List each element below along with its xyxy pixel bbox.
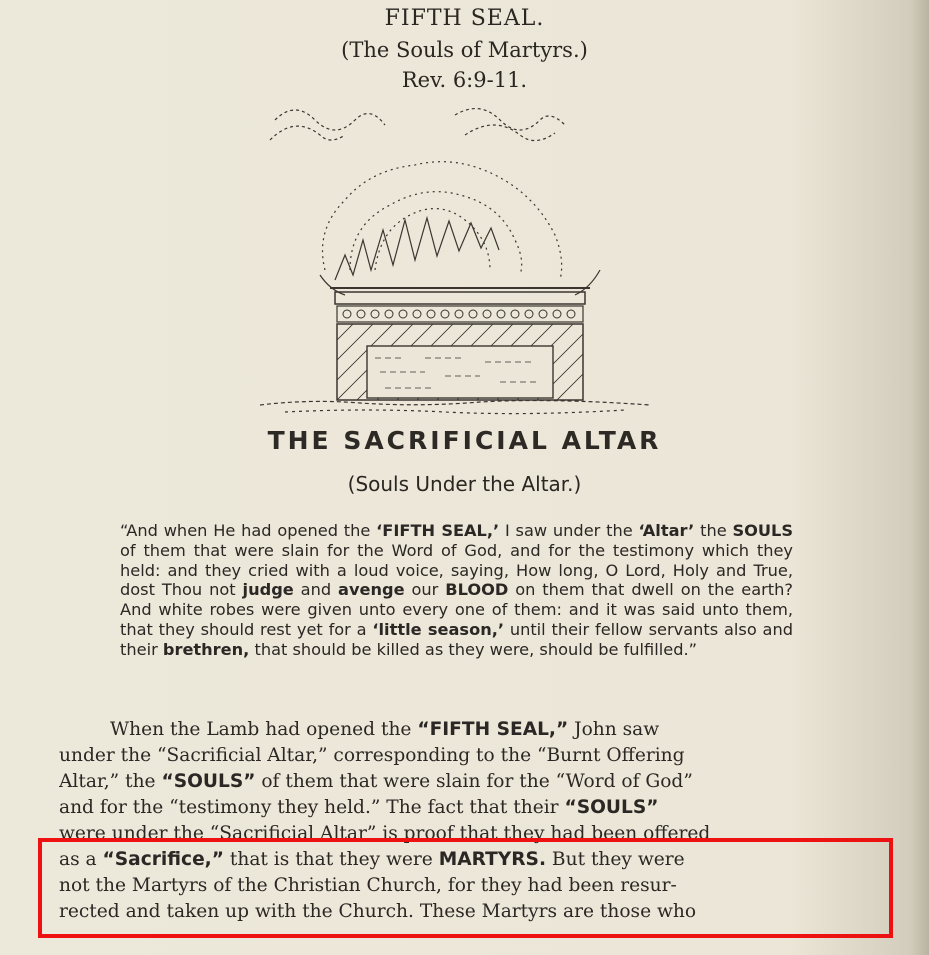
quote-bold: ‘Altar’ (638, 521, 695, 540)
quote-text: of them that were slain for the Word of God, and for the testimony which they held: and they cried with a loud voice, saying, How long, O Lord, Holy and True, dost Thou not (120, 540, 793, 600)
body-line (110, 719, 856, 740)
body-text: But they were (546, 849, 685, 870)
body-bold: MARTYRS. (438, 849, 547, 870)
body-bold: “SOULS” (161, 771, 256, 792)
body-text: as a (59, 849, 103, 870)
quote-bold: ‘little season,’ (372, 619, 505, 639)
quote-bold: BLOOD (445, 580, 509, 600)
body-line: rected and taken up with the Church. These Martyrs are those who (59, 901, 697, 922)
body-text: Altar,” the (59, 771, 162, 792)
quote-bold: avenge (338, 580, 405, 600)
illustration-title: THE SACRIFICIAL ALTAR (267, 426, 662, 455)
quote-text: our (404, 580, 446, 600)
altar-illustration (255, 100, 665, 420)
page-title: FIFTH SEAL. (384, 6, 545, 31)
quote-text: the (694, 521, 733, 540)
body-line: under the “Sacrificial Altar,” corresponding to the “Burnt Offering (59, 745, 685, 766)
illustration-caption: (Souls Under the Altar.) (347, 472, 582, 496)
body-bold: “SOULS” (564, 797, 659, 818)
body-text: of them that were slain for the “Word of God” (255, 771, 693, 792)
quote-text: “And when He had opened the (120, 521, 377, 540)
red-highlight-box (38, 838, 893, 938)
scripture-reference: Rev. 6:9-11. (401, 68, 528, 92)
body-bold: “FIFTH SEAL,” (417, 719, 569, 740)
body-line: were under the “Sacrificial Altar” is proof that they had been offered (59, 823, 711, 844)
page-subtitle: (The Souls of Martyrs.) (341, 38, 588, 62)
quote-text: until their fellow servants also and their (120, 619, 793, 659)
body-text: When the Lamb had opened the (110, 719, 418, 740)
quote-text: I saw under the (499, 521, 639, 540)
quote-text: and (293, 580, 339, 600)
body-bold: “Sacrifice,” (102, 849, 224, 870)
body-text: that is that they were (223, 849, 439, 870)
body-text: and for the “testimony they held.” The fact that their (59, 797, 565, 818)
quote-bold: ‘FIFTH SEAL,’ (376, 521, 500, 540)
body-line (59, 771, 855, 792)
quote-bold: judge (242, 580, 294, 600)
body-line (59, 797, 855, 818)
scripture-quote (120, 521, 793, 660)
quote-text: that should be killed as they were, should be fulfilled.” (249, 639, 697, 659)
body-text: John saw (568, 719, 660, 740)
body-line: not the Martyrs of the Christian Church, for they had been resur- (59, 875, 677, 896)
quote-text: on them that dwell on the earth? And white robes were given unto every one of them: and it was said unto them, that they should rest yet for a (120, 580, 793, 639)
quote-bold: brethren, (162, 639, 250, 659)
quote-bold: SOULS (732, 521, 794, 540)
